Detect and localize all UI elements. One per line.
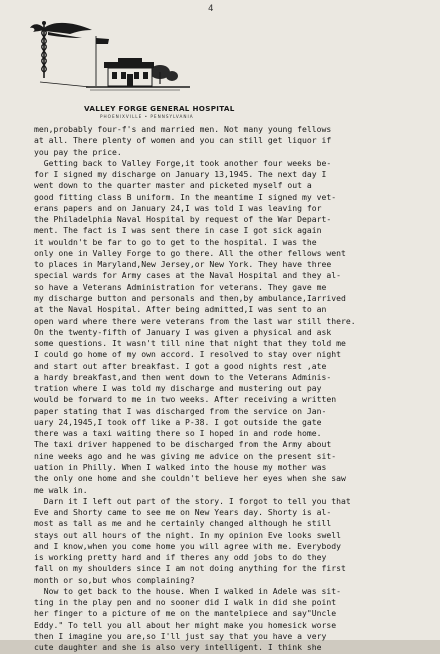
text-line: and I know,when you come home you will agree with me. Everybody	[34, 540, 341, 551]
text-line: so have a Veterans Administration for veterans. They gave me	[34, 281, 327, 292]
text-line: went down to the quarter master and picketed myself out a	[34, 180, 312, 191]
text-line: good fitting class B uniform. In the meantime I signed my vet-	[34, 191, 337, 202]
text-line: for I signed my discharge on January 13,1945. The next day I	[34, 169, 327, 180]
text-line: stays out all hours of the night. In my opinion Eve looks swell	[34, 529, 341, 540]
text-line: tration where I was told my discharge and mustering out pay	[34, 383, 322, 394]
letterhead-title: VALLEY FORGE GENERAL HOSPITAL	[84, 104, 235, 113]
text-line: paper stating that I was discharged from the service on Jan-	[34, 405, 327, 416]
text-line: uary 24,1945,I took off like a P-38. I got outside the gate	[34, 416, 322, 427]
text-line: some questions. It wasn't till nine that night that they told me	[34, 338, 346, 349]
text-line: is working pretty hard and if theres any odd jobs to do they	[34, 552, 327, 563]
text-line: the Philadelphia Naval Hospital by request of the War Depart-	[34, 214, 332, 225]
page-number: 4	[208, 4, 214, 14]
text-line: most as tall as me and he certainly changed although he still	[34, 518, 332, 529]
text-line: open ward where there were veterans from the last war still there.	[34, 315, 356, 326]
text-line: Eve and Shorty came to see me on New Years day. Shorty is al-	[34, 507, 332, 518]
text-line: at all. There plenty of women and you can still get liquor if	[34, 135, 332, 146]
text-line: would be forward to me in two weeks. After receiving a written	[34, 394, 337, 405]
text-line: erans papers and on January 24,I was told I was leaving for	[34, 202, 322, 213]
text-line: Getting back to Valley Forge,it took another four weeks be-	[34, 157, 332, 168]
text-line: ment. The fact is I was sent there in case I got sick again	[34, 225, 322, 236]
text-line: nine weeks ago and he was giving me advice on the present sit-	[34, 450, 337, 461]
text-line: you pay the price.	[34, 146, 122, 157]
text-line: me walk in.	[34, 484, 88, 495]
text-line: month or so,but whos complaining?	[34, 574, 195, 585]
text-line: The taxi driver happened to be discharged from the Army about	[34, 439, 332, 450]
text-line: uation in Philly. When I walked into the house my mother was	[34, 461, 327, 472]
text-line: only one in Valley Forge to go there. All the other fellows went	[34, 247, 346, 258]
text-line: cute daughter and she is also very intelligent. I think she	[34, 642, 322, 653]
text-line: I could go home of my own accord. I resolved to stay over night	[34, 349, 341, 360]
text-line: a hardy breakfast,and then went down to the Veterans Adminis-	[34, 371, 332, 382]
text-line: On the twenty-fifth of January I was given a physical and ask	[34, 326, 332, 337]
text-line: Darn it I left out part of the story. I forgot to tell you that	[34, 495, 351, 506]
text-line: the only one home and she couldn't believe her eyes when she saw	[34, 473, 346, 484]
text-line: Eddy." To tell you all about her might make you homesick worse	[34, 619, 337, 630]
text-line: at the Naval Hospital. After being admitted,I was sent to an	[34, 304, 327, 315]
text-line: fall on my shoulders since I am not doing anything for the first	[34, 563, 346, 574]
text-line: Now to get back to the house. When I walked in Adele was sit-	[34, 585, 341, 596]
letter-body	[34, 124, 434, 653]
letterhead-location: PHOENIXVILLE • PENNSYLVANIA	[100, 114, 194, 119]
text-line: men,probably four-f's and married men. Not many young fellows	[34, 124, 332, 134]
text-line: her finger to a picture of me on the mantelpiece and say"Uncle	[34, 608, 337, 619]
text-line: it wouldn't be far to go to get to the hospital. I was the	[34, 236, 317, 247]
text-line: then I imagine you are,so I'll just say that you have a very	[34, 630, 327, 641]
text-line: and start out after breakfast. I got a good nights rest ,ate	[34, 360, 327, 371]
text-line: to places in Maryland,New Jersey,or New York. They have three	[34, 259, 332, 270]
text-line: special wards for Army cases at the Naval Hospital and they al-	[34, 270, 341, 281]
text-line: there was a taxi waiting there so I hoped in and rode home.	[34, 428, 322, 439]
text-line: ting in the play pen and no sooner did I walk in did she point	[34, 597, 337, 608]
text-line: my discharge button and personals and then,by ambulance,Iarrived	[34, 292, 346, 303]
